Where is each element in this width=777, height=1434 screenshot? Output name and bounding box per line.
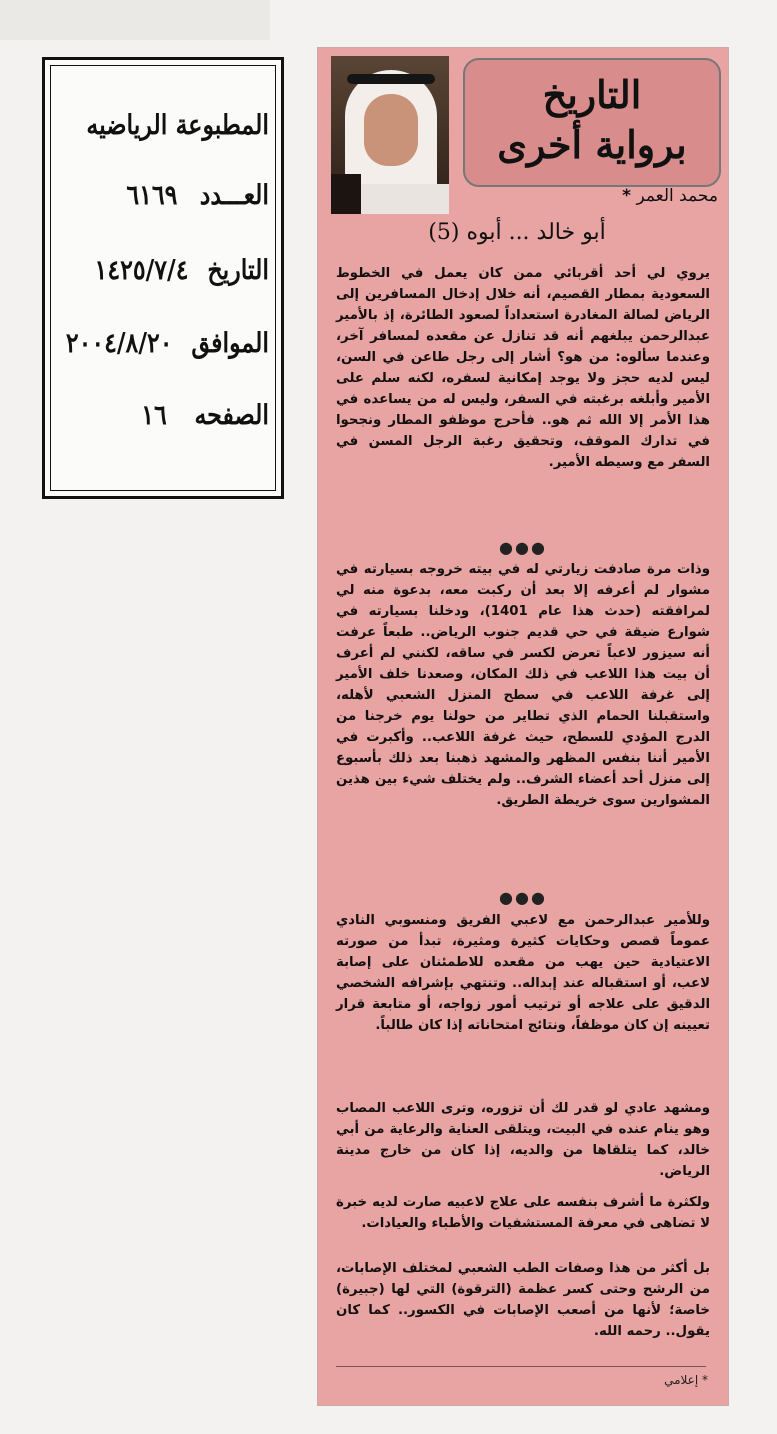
column-name-line2: برواية أخرى — [497, 122, 687, 167]
stamp-issue-number: ٦١٦٩ — [126, 180, 178, 211]
stamp-page-row — [79, 400, 269, 431]
stamp-corresponding-value: ٢٠٠٤/٨/٢٠ — [65, 328, 173, 359]
paragraph-5: ولكثرة ما أشرف بنفسه على علاج لاعبيه صارت لديه خبرة لا تضاهى في معرفة المستشفيات والأطباء والعيادات. — [336, 1195, 710, 1231]
stamp-page-number: ١٦ — [141, 400, 167, 431]
stamp-publication: المطبوعة الرياضيه — [86, 110, 269, 141]
stamp-page-label: الصفحه — [194, 400, 269, 431]
author-photo — [331, 56, 449, 214]
photo-face — [364, 94, 418, 166]
author-footnote — [664, 1373, 708, 1387]
stamp-issue-label: العـــدد — [199, 180, 269, 211]
column-name-line1: التاريخ — [542, 72, 642, 117]
footnote-star: * — [702, 1373, 708, 1387]
author-star: * — [622, 186, 632, 206]
paragraph-4: ومشهد عادي لو قدر لك أن تزوره، وترى اللاعب المصاب وهو ينام عنده في البيت، ويتلقى العناية والرعاية من أبي خالد، كما يتلقاها من والديه، إذا كان من خارج مدينة الرياض. — [336, 1101, 710, 1179]
column-header-box — [463, 58, 721, 187]
stamp-date-value: ١٤٢٥/٧/٤ — [94, 255, 189, 286]
author-name: محمد العمر — [636, 186, 718, 206]
paragraph-3: وللأمير عبدالرحمن مع لاعبي الفريق ومنسوبي النادي عموماً قصص وحكايات كثيرة ومثيرة، تبدأ من صورته الاعتيادية حين يهب من مقعده للاطمئنان على إصابة لاعب، أو استقباله عند إبداله.. وتنتهي بإشرافه الشخصي الدقيق على علاجه أو ترتيب أمور زواجه، أو متابعة قرار تعيينه إن كان موظفاً، ونتائج امتحاناته إذا كان طالباً. — [336, 913, 710, 1033]
stamp-corresponding-label: الموافق — [191, 328, 269, 359]
paragraph-2: وذات مرة صادفت زيارتي له في بيته خروجه بسيارته في مشوار لم أعرفه إلا بعد أن ركبت معه، بدعوة منه لي لمرافقته (حدث هذا عام 1401)، ودخلنا بسيارته في شوارع ضيقة في حي قديم جنوب الرياض.. طبعاً عرفت أنه سيزور لاعباً تعرض لكسر في ساقه، لكنني لم أعرف أن بيت هذا اللاعب في ذلك المكان، وصعدنا خلف الأمير إلى غرفة اللاعب في سطح المنزل الشعبي لأهله، واستقبلنا الحمام الذي تطاير من حولنا يوم خرجنا من الدرج المؤدي للسطح، حيث غرفة اللاعب.. وأكبرت في الأمير أننا بنفس المظهر والمشهد ذهبنا بعد ذلك بأسبوع إلى منزل أحد أعضاء الشرف.. ولم يختلف شيء بين هذين المشوارين سوى خريطة الطريق. — [336, 562, 710, 808]
newspaper-clipping — [317, 47, 729, 1406]
stamp-issue-row — [79, 180, 269, 211]
paragraph-6: بل أكثر من هذا وصفات الطب الشعبي لمختلف الإصابات، من الرشح وحتى كسر عظمة (الترقوة) التي لها (جبيرة) خاصة؛ لأنها من أصعب الإصابات في الكسور.. كما كان يقول.. رحمه الله. — [336, 1261, 710, 1339]
paragraph-1: يروي لي أحد أقربائي ممن كان يعمل في الخطوط السعودية بمطار القصيم، أنه خلال إدخال المسافرين إلى الرياض لصالة المغادرة استعداداً لصعود الطائرة، إذ بالأمير عبدالرحمن يبلغهم أنه قد تنازل عن مقعده لمسافر آخر، وعندما سألوه: من هو؟ أشار إلى رجل طاعن في السن، ليس لديه حجز ولا يوجد إمكانية لسفره، لكنه سلم على الأمير وأبلغه برغبته في السفر، وليس له من يساعده في هذا الأمر إلا الله ثم هو.. فأحرج موظفو المطار ونجحوا في تدارك الموقف، وتحقيق رغبة الرجل المسن في السفر مع وسيطه الأمير. — [336, 266, 710, 470]
separator-2: ●●● — [499, 888, 547, 907]
column-name — [465, 70, 719, 170]
author-line — [466, 186, 718, 206]
stamp-corresponding-row — [65, 328, 269, 359]
photo-agal — [347, 74, 435, 84]
archive-stamp — [42, 57, 284, 499]
photo-shadow — [331, 174, 361, 214]
footnote-text: إعلامي — [664, 1373, 699, 1387]
stamp-date-label: التاريخ — [207, 255, 269, 286]
article-title: أبو خالد ... أبوه (5) — [428, 220, 606, 245]
footer-divider — [336, 1366, 706, 1367]
stamp-date-row — [79, 255, 269, 286]
scan-shadow — [0, 0, 270, 40]
separator-1: ●●● — [499, 538, 547, 557]
